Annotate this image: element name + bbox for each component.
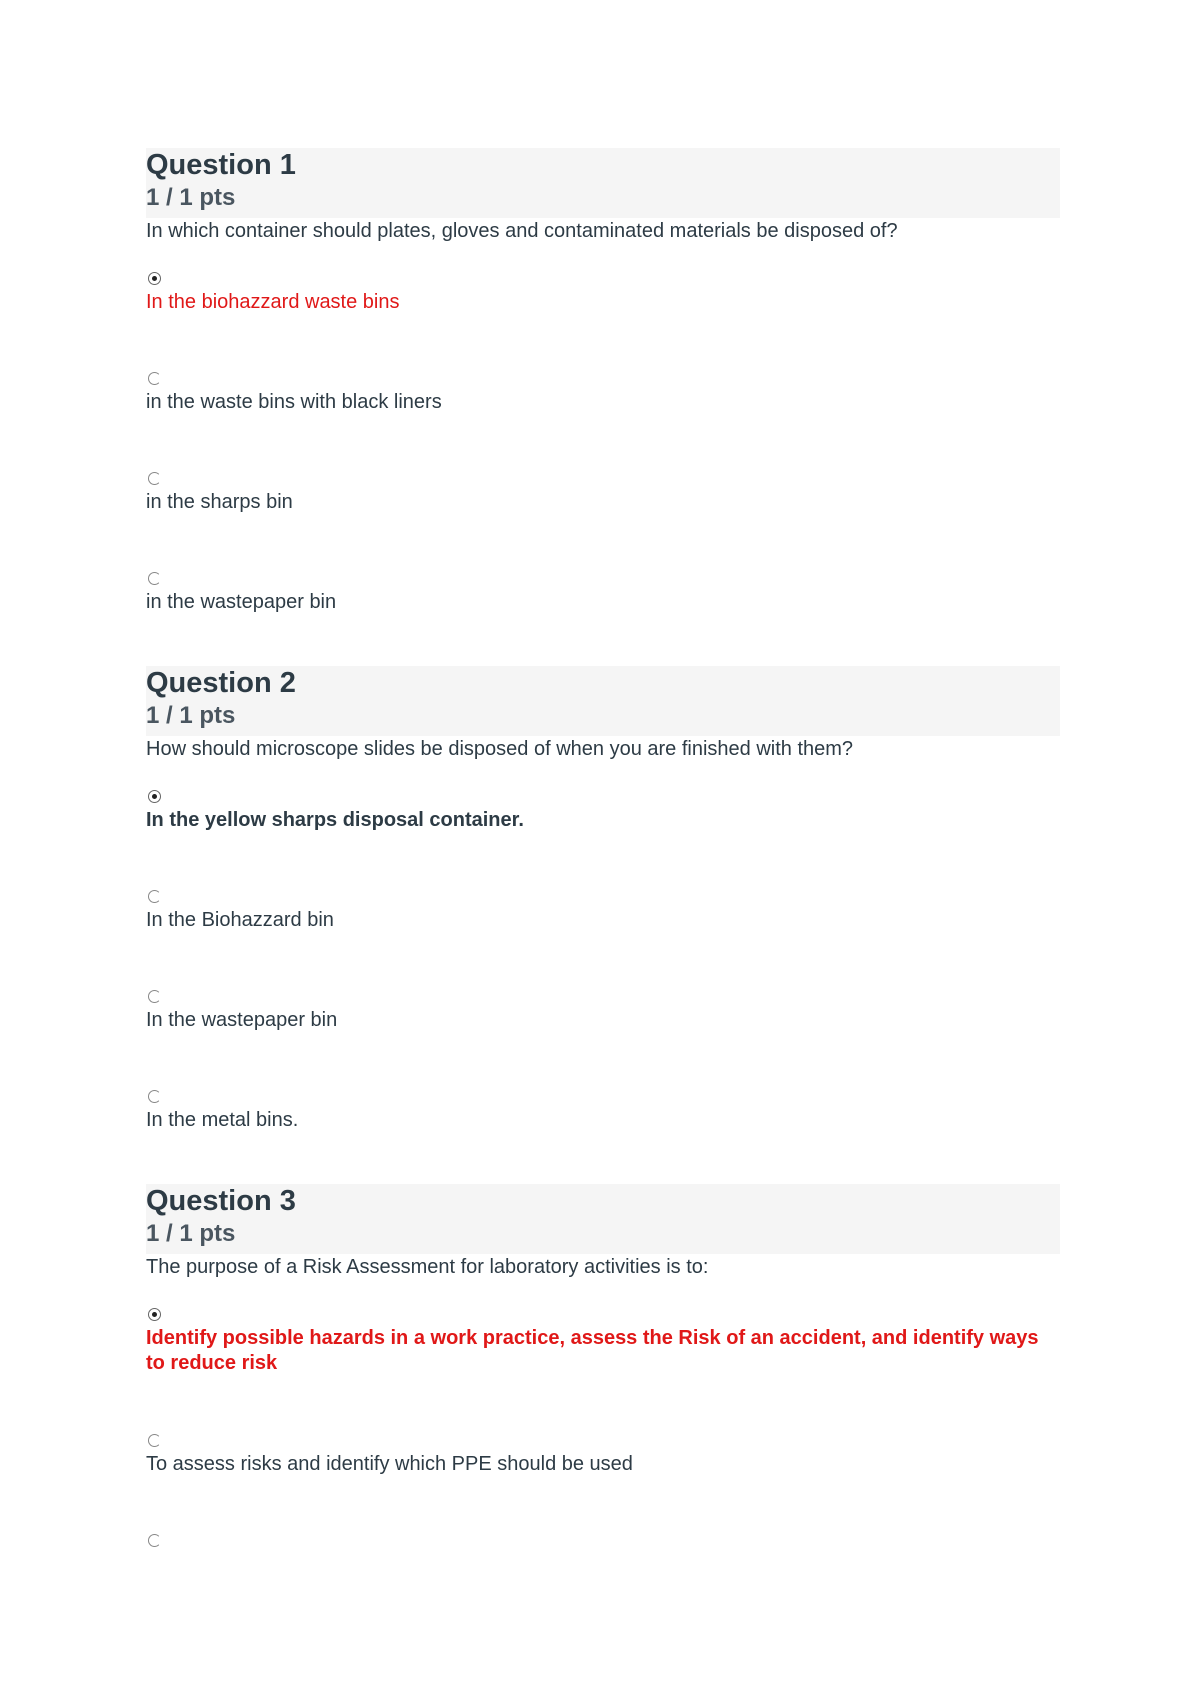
answer-label: In the biohazzard waste bins [146, 291, 400, 313]
answer-option[interactable] [146, 762, 1060, 862]
question-header [146, 1184, 1060, 1254]
question-1 [146, 148, 1060, 644]
answer-option[interactable] [146, 344, 1060, 444]
question-points: 1 / 1 pts [146, 1220, 236, 1247]
question-text: The purpose of a Risk Assessment for laboratory activities is to: [146, 1256, 709, 1278]
radio-unselected-icon[interactable] [148, 1090, 161, 1103]
answer-label: in the waste bins with black liners [146, 391, 442, 413]
answer-option[interactable] [146, 244, 1060, 344]
answer-option[interactable] [146, 962, 1060, 1062]
answer-label: In the metal bins. [146, 1109, 299, 1131]
question-3 [146, 1184, 1060, 1606]
radio-unselected-icon[interactable] [148, 1434, 161, 1447]
radio-unselected-icon[interactable] [148, 890, 161, 903]
radio-selected-icon[interactable] [148, 1308, 161, 1321]
radio-unselected-icon[interactable] [148, 1534, 161, 1547]
radio-unselected-icon[interactable] [148, 372, 161, 385]
answer-label: In the wastepaper bin [146, 1009, 338, 1031]
answer-option[interactable] [146, 1506, 1060, 1606]
answer-label: in the wastepaper bin [146, 591, 337, 613]
question-points: 1 / 1 pts [146, 184, 236, 211]
question-points: 1 / 1 pts [146, 702, 236, 729]
question-title: Question 3 [146, 1185, 296, 1217]
answer-option[interactable] [146, 1406, 1060, 1506]
answer-label: To assess risks and identify which PPE should be used [146, 1453, 633, 1475]
question-text: In which container should plates, gloves and contaminated materials be disposed of? [146, 220, 898, 242]
answer-option[interactable] [146, 444, 1060, 544]
answer-label: In the Biohazzard bin [146, 909, 334, 931]
answer-option[interactable] [146, 544, 1060, 644]
radio-unselected-icon[interactable] [148, 572, 161, 585]
answer-option[interactable] [146, 862, 1060, 962]
answer-label: Identify possible hazards in a work practice, assess the Risk of an accident, and identify ways to reduce risk [146, 1327, 1039, 1374]
answer-label: In the yellow sharps disposal container. [146, 809, 524, 831]
radio-unselected-icon[interactable] [148, 472, 161, 485]
question-title: Question 2 [146, 667, 296, 699]
answer-label: in the sharps bin [146, 491, 293, 513]
radio-selected-icon[interactable] [148, 790, 161, 803]
answer-option[interactable] [146, 1280, 1060, 1406]
question-2 [146, 666, 1060, 1162]
radio-unselected-icon[interactable] [148, 990, 161, 1003]
question-title: Question 1 [146, 149, 296, 181]
question-header [146, 148, 1060, 218]
question-header [146, 666, 1060, 736]
radio-selected-icon[interactable] [148, 272, 161, 285]
answer-option[interactable] [146, 1062, 1060, 1162]
question-text: How should microscope slides be disposed of when you are finished with them? [146, 738, 854, 760]
